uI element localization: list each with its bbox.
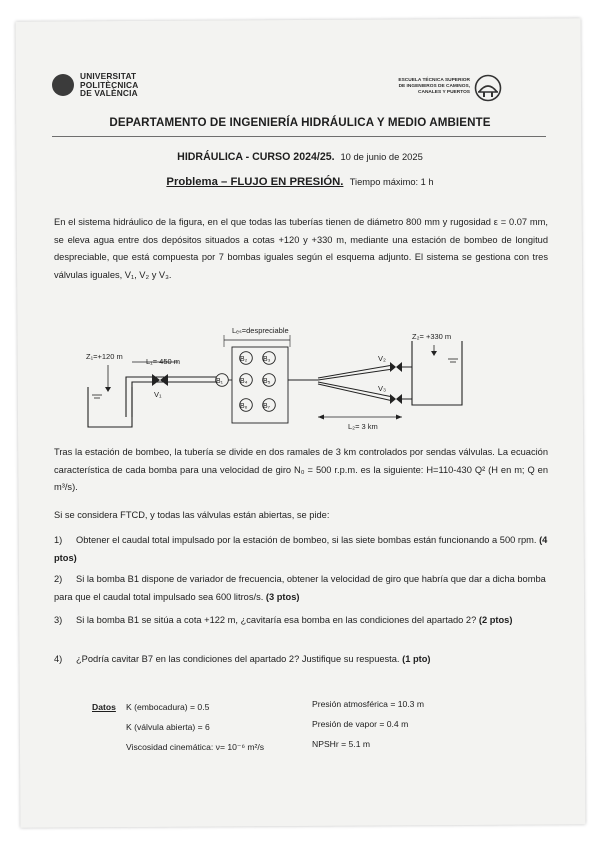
k-valve: K (válvula abierta) = 6: [126, 722, 210, 732]
k-entrance: K (embocadura) = 0.5: [126, 702, 210, 712]
svg-text:B₄: B₄: [240, 378, 248, 385]
valve-v3-icon: [390, 394, 402, 404]
school-line: DE INGENIEROS DE CAMINOS,: [398, 84, 470, 89]
v1-label: V₁: [154, 390, 162, 399]
exam-date: 10 de junio de 2025: [340, 151, 423, 162]
question-3: [54, 612, 548, 630]
course-line: [40, 151, 560, 163]
question-text: Si la bomba B1 dispone de variador de frecuencia, obtener la velocidad de giro que habría que dar a dicha bomba para que el caudal total impulsado sea 600 litros/s.: [54, 574, 546, 602]
university-logo-text: [80, 72, 138, 98]
suction-pipe-wall: [132, 382, 226, 417]
v2-label: V₂: [378, 354, 386, 363]
school-logo-text: [392, 78, 470, 96]
question-points: (2 ptos): [478, 615, 513, 625]
lower-reservoir: [88, 387, 132, 427]
question-number: 4): [54, 654, 63, 664]
valve-v2-icon: [390, 362, 402, 372]
atmospheric-pressure: Presión atmosférica = 10.3 m: [312, 699, 425, 709]
npshr: NPSHr = 5.1 m: [312, 739, 371, 749]
l1-label: L₁= 450 m: [146, 357, 181, 366]
v3-label: V₃: [378, 384, 387, 393]
pump-b3: [263, 352, 276, 365]
vapor-pressure: Presión de vapor = 0.4 m: [312, 719, 409, 729]
svg-text:B₅: B₅: [263, 378, 271, 385]
question-points: (1 pto): [402, 654, 431, 664]
data-section: [92, 699, 552, 762]
station-length-label: Lₑₛ=despreciable: [232, 326, 289, 335]
pump-b7: [263, 399, 276, 412]
university-seal-icon: [52, 74, 74, 96]
pump-b5: [263, 374, 276, 387]
pump-b1: [216, 374, 229, 387]
svg-text:B₂: B₂: [240, 356, 248, 363]
question-number: 2): [54, 574, 63, 584]
question-number: 1): [54, 535, 63, 545]
problem-title: Problema – FLUJO EN PRESIÓN.: [166, 176, 344, 188]
svg-text:B₆: B₆: [240, 403, 248, 410]
school-line: CANALES Y PUERTOS: [418, 90, 470, 95]
upper-reservoir: [412, 341, 462, 405]
univ-line: POLITÈCNICA: [80, 79, 139, 90]
time-limit: Tiempo máximo: 1 h: [349, 177, 434, 187]
z2-label: Z₂= +330 m: [412, 332, 452, 341]
univ-line: DE VALÈNCIA: [80, 88, 138, 98]
question-number: 3): [54, 615, 63, 625]
question-4: [54, 651, 548, 669]
header-divider: [52, 136, 546, 137]
question-points: (3 ptos): [265, 591, 300, 602]
question-text: ¿Podría cavitar B7 en las condiciones del apartado 2? Justifique su respuesta.: [76, 654, 400, 664]
question-1: [54, 532, 548, 567]
svg-text:B₁: B₁: [216, 378, 224, 385]
z1-arrowhead: [105, 387, 111, 392]
course-title: HIDRÁULICA - CURSO 2024/25.: [177, 151, 335, 163]
prompt-line: Si se considera FTCD, y todas las válvulas están abiertas, se pide:: [54, 510, 330, 520]
hydraulic-diagram: [56, 325, 526, 437]
branch-pipes: [318, 365, 393, 401]
description-paragraph: Tras la estación de bombeo, la tubería se divide en dos ramales de 3 km controlados por sendas válvulas. La ecuación característica de cada bomba para una velocidad de giro N₀ = 500 r.p.m. es la siguiente: H=110-430 Q² (H en m; Q en m³/s).: [54, 447, 548, 492]
kinematic-viscosity: Viscosidad cinemática: ν= 10⁻⁶ m²/s: [126, 742, 265, 752]
intro-paragraph: En el sistema hidráulico de la figura, en el que todas las tuberías tienen de diámetro 800 mm y rugosidad ε = 0.07 mm, se eleva agua entre dos depósitos situados a cotas +120 y +330 m, mediante una estación de bombeo de longitud despreciable, que está compuesta por 7 bombas iguales según el esquema adjunto. El sistema se gestiona con tres válvulas iguales, V₁, V₂ y V₃.: [54, 217, 548, 280]
pump-b4: [240, 374, 253, 387]
valve-v1-icon: [152, 374, 168, 386]
l2-label: L₂= 3 km: [348, 422, 378, 431]
data-label: Datos: [92, 702, 116, 712]
svg-text:B₃: B₃: [263, 356, 271, 363]
school-emblem-icon: [474, 74, 502, 102]
department-title: DEPARTAMENTO DE INGENIERÍA HIDRÁULICA Y MEDIO AMBIENTE: [109, 116, 491, 129]
svg-text:B₇: B₇: [263, 403, 271, 410]
z1-label: Z₁=+120 m: [86, 352, 123, 361]
school-line: ESCUELA TÉCNICA SUPERIOR: [398, 78, 470, 83]
question-points: (4 ptos): [54, 535, 548, 563]
question-text: Si la bomba B1 se sitúa a cota +122 m, ¿cavitaría esa bomba en las condiciones del apartado 2?: [76, 615, 477, 625]
univ-line: UNIVERSITAT: [80, 71, 137, 81]
pump-b2: [240, 352, 253, 365]
suction-pipe: [126, 377, 226, 417]
pump-b6: [240, 399, 253, 412]
question-text: Obtener el caudal total impulsado por la estación de bombeo, si las siete bombas están funcionando a 500 rpm.: [76, 535, 537, 545]
question-2: [54, 571, 548, 606]
problem-line: [40, 176, 560, 188]
